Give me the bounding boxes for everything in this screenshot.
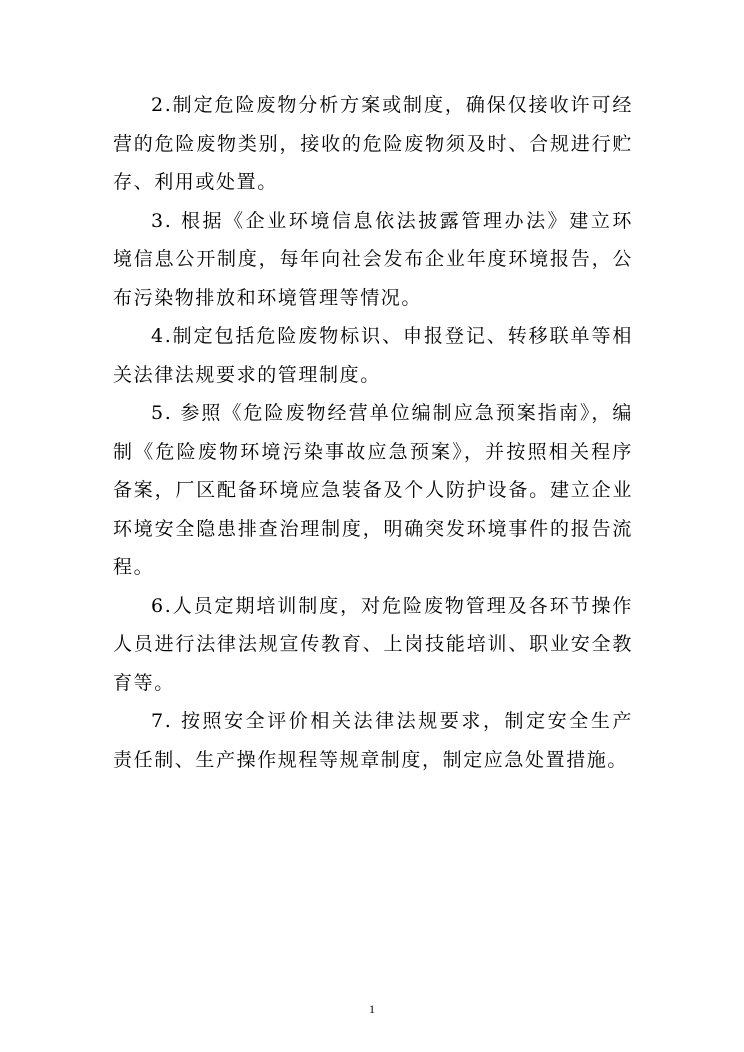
- paragraph-item-3: 3. 根据《企业环境信息依法披露管理办法》建立环境信息公开制度，每年向社会发布企业年度环境报告，公布污染物排放和环境管理等情况。: [113, 209, 633, 309]
- page-number: 1: [369, 1002, 375, 1016]
- paragraph-item-7: 7. 按照安全评价相关法律法规要求，制定安全生产责任制、生产操作规程等规章制度，制定应急处置措施。: [113, 710, 633, 771]
- paragraph-item-2: 2.制定危险废物分析方案或制度，确保仅接收许可经营的危险废物类别，接收的危险废物须及时、合规进行贮存、利用或处置。: [113, 94, 633, 193]
- document-body: [113, 86, 633, 779]
- paragraph-item-4: 4.制定包括危险废物标识、申报登记、转移联单等相关法律法规要求的管理制度。: [113, 325, 633, 386]
- paragraph-item-5: 5. 参照《危险废物经营单位编制应急预案指南》，编制《危险废物环境污染事故应急预案》，并按照相关程序备案，厂区配备环境应急装备及个人防护设备。建立企业环境安全隐患排查治理制度，明确突发环境事件的报告流程。: [113, 402, 633, 578]
- paragraph-item-6: 6.人员定期培训制度，对危险废物管理及各环节操作人员进行法律法规宣传教育、上岗技能培训、职业安全教育等。: [113, 594, 633, 694]
